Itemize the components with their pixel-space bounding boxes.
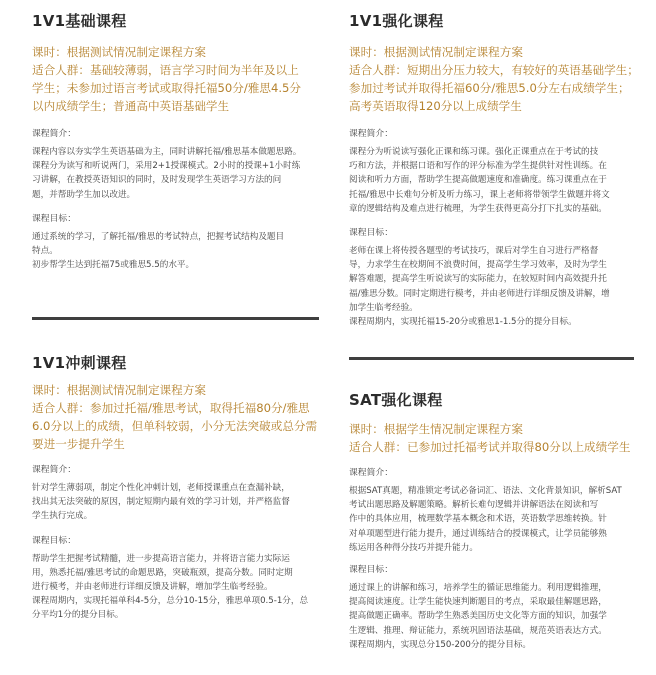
goal-line: 提高做题正确率。帮助学生熟悉美国历史文化等方面的知识，加强学	[349, 611, 607, 622]
course-title: SAT强化课程	[349, 391, 443, 409]
course-title: 1V1强化课程	[349, 12, 444, 30]
highlight-line: 参加过考试并取得托福60分/雅思5.0分左右成绩学生；	[349, 81, 630, 95]
goal-line: 分平均1分的提分目标。	[32, 610, 124, 621]
highlight-line: 适合人群：已参加过托福考试并取得80分以上成绩学生	[349, 440, 631, 454]
highlight-line: 学生；未参加过语言考试或取得托福50分/雅思4.5分	[32, 81, 301, 95]
course-title: 1V1冲刺课程	[32, 354, 127, 372]
intro-line: 对单项题型进行能力提升，通过训练结合的授课模式，让学员能够熟	[349, 528, 607, 539]
goal-label: 课程目标：	[32, 213, 76, 224]
course-card-sat	[349, 389, 649, 652]
intro-line: 针对学生薄弱项，制定个性化冲刺计划，老师授课重点在查漏补缺，	[32, 483, 290, 493]
intro-line: 找出其无法突破的原因，制定短期内最有效的学习计划，并严格监督	[32, 497, 290, 508]
intro-line: 托福/雅思中长难句分析及听力练习，课上老师将带领学生做题并将文	[349, 189, 610, 200]
highlight-line: 要进一步提升学生	[32, 437, 125, 451]
goal-line: 课程周期内，实现托福单科4-5分，总分10-15分，雅思单项0.5-1分，总	[32, 596, 309, 607]
intro-line: 作中的具体应用，梳理数学基本概念和术语，英语数学思维转换。针	[349, 514, 607, 525]
highlight-line: 课时：根据测试情况制定课程方案	[32, 45, 206, 59]
highlight-line: 课时：根据测试情况制定课程方案	[349, 45, 523, 59]
highlight-line: 课时：根据学生情况制定课程方案	[349, 422, 523, 436]
intro-label: 课程简介：	[349, 468, 393, 478]
highlight-line: 高考英语取得120分以上成绩学生	[349, 99, 522, 113]
highlight-line: 适合人群：参加过托福/雅思考试，取得托福80分/雅思	[32, 401, 310, 415]
goal-line: 初步帮学生达到托福75或雅思5.5的水平。	[32, 260, 195, 271]
intro-line: 课程分为听说读写强化正课和练习课。强化正课重点在于考试的技	[349, 147, 599, 157]
goal-line: 导，力求学生在校期间不浪费时间，提高学生学习效率，及时为学生	[349, 260, 607, 271]
intro-line: 练运用各种得分技巧并提升能力。	[349, 542, 478, 553]
intro-label: 课程简介：	[349, 129, 393, 139]
goal-line: 提高阅读速度。让学生能快速判断题目的考点，采取最佳解题思路，	[349, 597, 607, 608]
intro-line: 题，并帮助学生加以改进。	[32, 189, 136, 200]
highlight-line: 适合人群：短期出分压力较大，有较好的英语基础学生；	[349, 63, 639, 77]
goal-line: 帮助学生把握考试精髓，进一步提高语言能力，并将语言能力实际运	[32, 553, 290, 564]
goal-label: 课程目标：	[32, 535, 76, 546]
goal-label: 课程目标：	[349, 228, 393, 239]
highlight-line: 适合人群：基础较薄弱，语言学习时间为半年及以上	[32, 63, 299, 77]
goal-line: 课程周期内，实现托福15-20分或雅思1-1.5分的提分目标。	[349, 317, 577, 328]
intro-label: 课程简介：	[32, 129, 76, 139]
goal-label: 课程目标：	[349, 565, 393, 576]
intro-label: 课程简介：	[32, 465, 76, 475]
goal-line: 课程周期内，实现总分150-200分的提分目标。	[349, 639, 532, 650]
intro-line: 章的逻辑结构及难点进行梳理，为学生获得更高分打下扎实的基础。	[349, 203, 607, 214]
goal-line: 生逻辑、推理、辩证能力，系统巩固语法基础，规范英语表达方式。	[349, 625, 607, 636]
intro-line: 习讲解，在教授英语知识的同时，及时发现学生英语学习方法的问	[32, 175, 282, 186]
highlight-line: 以内成绩学生；普通高中英语基础学生	[32, 99, 230, 113]
goal-line: 用，熟悉托福/雅思考试的命题思路，突破瓶颈，提高分数。同时定期	[32, 567, 293, 578]
intro-line: 学生执行完成。	[32, 511, 93, 522]
course-card-basic	[32, 10, 332, 272]
goal-line: 特点。	[32, 246, 58, 257]
goal-line: 福/雅思分数。同时定期进行模考，并由老师进行详细反馈及讲解，增	[349, 288, 610, 299]
goal-line: 通过课上的讲解和练习，培养学生的循证思维能力。利用逻辑推理，	[349, 583, 607, 594]
intro-line: 课程内容以夯实学生英语基础为主，同时讲解托福/雅思基本做题思路。	[32, 147, 302, 157]
intro-line: 课程分为读写和听说两门，采用2+1授课模式。2小时的授课+1小时练	[32, 161, 301, 172]
intro-line: 阅读和听力方面，帮助学生提高做题速度和准确度。练习课重点在于	[349, 175, 607, 186]
highlight-line: 6.0分以上的成绩，但单科较弱，小分无法突破或总分需	[32, 419, 318, 433]
goal-line: 进行模考，并由老师进行详细反馈及讲解，增加学生临考经验。	[32, 582, 273, 593]
intro-line: 考试出题思路及解题策略。解析长难句逻辑并讲解语法在阅读和写	[349, 500, 599, 511]
course-card-intensive	[349, 10, 649, 329]
section-divider	[32, 317, 319, 320]
goal-line: 老师在课上将传授各题型的考试技巧，课后对学生自习进行严格督	[349, 246, 599, 257]
section-divider	[349, 357, 634, 360]
highlight-line: 课时：根据测试情况制定课程方案	[32, 383, 206, 397]
goal-line: 解答难题，提高学生听说读写的实际能力，在较短时间内高效提升托	[349, 274, 607, 285]
intro-line: 巧和方法，并根据口语和写作的评分标准为学生提供针对性训练。在	[349, 161, 607, 172]
goal-line: 加学生临考经验。	[349, 302, 418, 313]
course-title: 1V1基础课程	[32, 12, 127, 30]
goal-line: 通过系统的学习，了解托福/雅思的考试特点，把握考试结构及题目	[32, 231, 285, 242]
course-card-sprint	[32, 352, 332, 623]
intro-line: 根据SAT真题，精准锁定考试必备词汇、语法、文化背景知识，解析SAT	[349, 486, 622, 496]
